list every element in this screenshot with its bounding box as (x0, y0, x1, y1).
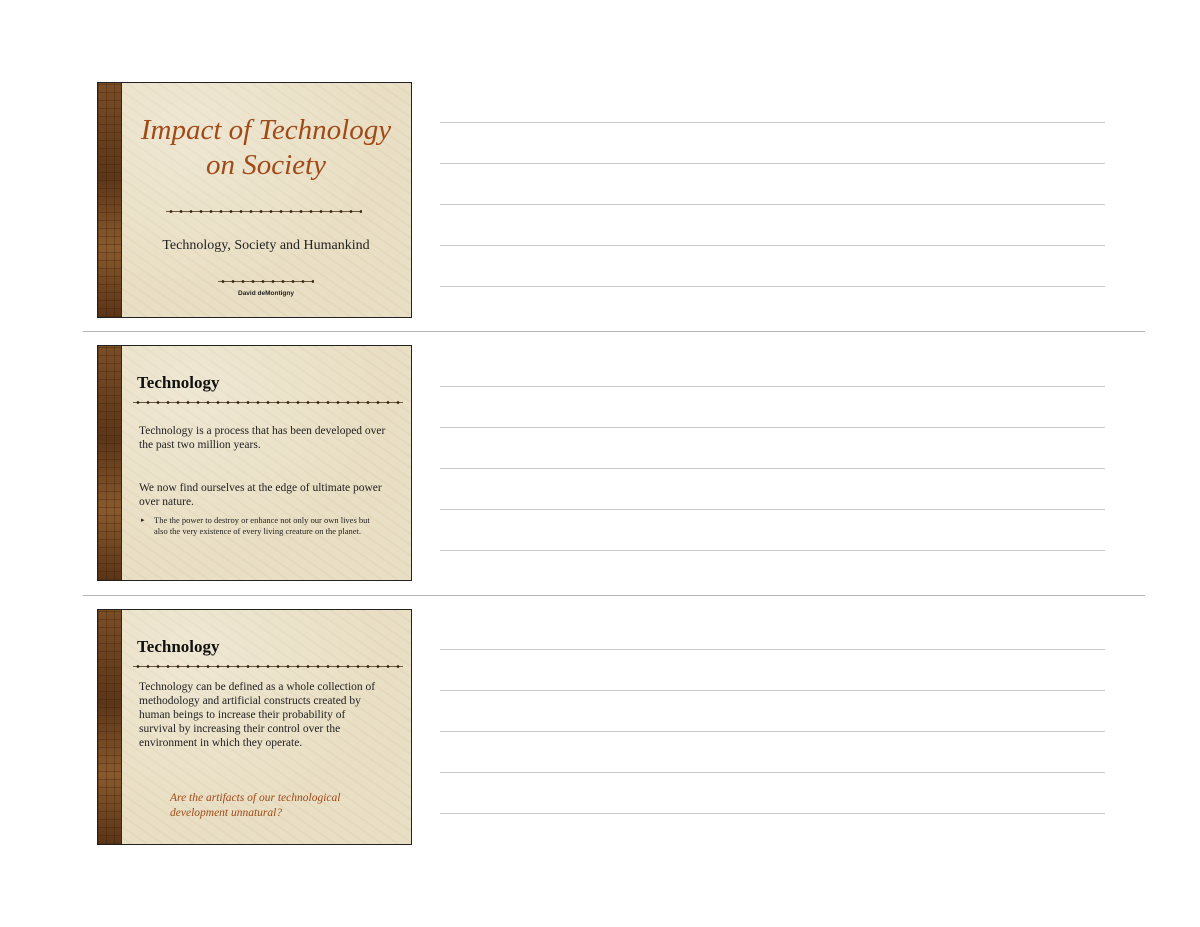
note-line (440, 550, 1105, 551)
slide-title: Technology (137, 637, 220, 656)
slide-author: David deMontigny (238, 290, 294, 297)
note-line (440, 286, 1105, 287)
note-line (440, 245, 1105, 246)
slide-title (121, 113, 411, 183)
note-line (440, 468, 1105, 469)
note-line (440, 163, 1105, 164)
note-line (440, 772, 1105, 773)
note-line (440, 731, 1105, 732)
slide-paragraph-1: Technology can be defined as a whole collection of methodology and artificial constructs created by human beings to increase their probability of survival by increasing their control over the environment in which they operate. (139, 681, 376, 749)
slide-subtitle: Technology, Society and Humankind (162, 238, 370, 253)
slide-thumbnail-3 (97, 609, 412, 845)
decorative-sidebar-stripe (98, 346, 122, 580)
note-line (440, 649, 1105, 650)
page-separator (83, 595, 1145, 596)
note-line (440, 813, 1105, 814)
slide-thumbnail-1 (97, 82, 412, 318)
title-divider-dots (133, 401, 403, 404)
slide-question: Are the artifacts of our technological development unnatural? (170, 792, 341, 819)
slide-title: Technology (137, 373, 220, 392)
slide-paragraph-2: We now find ourselves at the edge of ultimate power over nature. (139, 482, 382, 508)
note-line (440, 690, 1105, 691)
title-divider-dots (133, 665, 403, 668)
note-line (440, 509, 1105, 510)
title-divider-dots (166, 210, 362, 213)
slide-title-line-1: Impact of Technology (140, 114, 392, 146)
bullet-text: The the power to destroy or enhance not only our own lives but also the very existence of every living creature on the planet. (154, 515, 370, 536)
note-line (440, 386, 1105, 387)
decorative-sidebar-stripe (98, 610, 122, 844)
note-line (440, 204, 1105, 205)
slide-title-line-2: on Society (206, 149, 326, 181)
page-separator (83, 331, 1145, 332)
slide-bullet (141, 515, 379, 537)
note-line (440, 122, 1105, 123)
note-line (440, 427, 1105, 428)
subtitle-divider-dots (218, 280, 314, 283)
slide-thumbnail-2 (97, 345, 412, 581)
slide-paragraph-1: Technology is a process that has been developed over the past two million years. (139, 425, 386, 451)
bullet-arrow-icon: ▸ (141, 516, 145, 524)
decorative-sidebar-stripe (98, 83, 122, 317)
